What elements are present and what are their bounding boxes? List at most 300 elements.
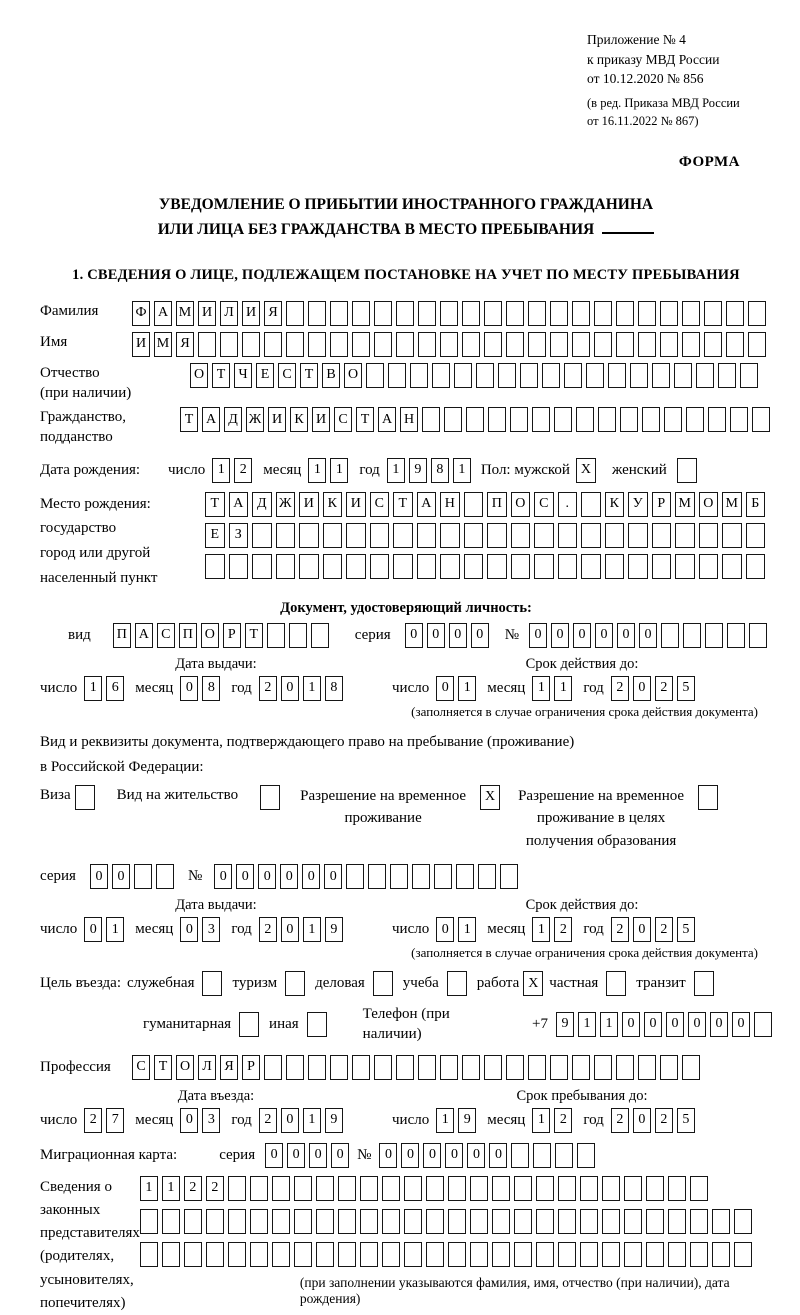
char-cell[interactable]: 1: [106, 917, 124, 942]
char-cell[interactable]: Р: [223, 623, 241, 648]
char-cell[interactable]: Т: [205, 492, 225, 517]
purpose-study-checkbox[interactable]: [447, 971, 467, 996]
char-cell[interactable]: [323, 523, 343, 548]
char-cell[interactable]: 2: [84, 1108, 102, 1133]
char-cell[interactable]: [652, 554, 672, 579]
char-cell[interactable]: [506, 1055, 524, 1080]
char-cell[interactable]: [660, 1055, 678, 1080]
char-cell[interactable]: 0: [84, 917, 102, 942]
year-cells[interactable]: [259, 676, 343, 701]
char-cell[interactable]: [572, 301, 590, 326]
char-cell[interactable]: А: [378, 407, 396, 432]
char-cell[interactable]: 0: [302, 864, 320, 889]
char-cell[interactable]: [642, 407, 660, 432]
char-cell[interactable]: [323, 554, 343, 579]
char-cell[interactable]: 1: [162, 1176, 180, 1201]
char-cell[interactable]: 0: [639, 623, 657, 648]
char-cell[interactable]: [708, 407, 726, 432]
birth-place-cells-row-1[interactable]: [205, 492, 765, 517]
char-cell[interactable]: 0: [281, 917, 299, 942]
char-cell[interactable]: [668, 1242, 686, 1267]
char-cell[interactable]: [605, 523, 625, 548]
char-cell[interactable]: [630, 363, 648, 388]
char-cell[interactable]: [308, 1055, 326, 1080]
char-cell[interactable]: [696, 363, 714, 388]
char-cell[interactable]: [624, 1176, 642, 1201]
char-cell[interactable]: [206, 1242, 224, 1267]
char-cell[interactable]: [229, 554, 249, 579]
char-cell[interactable]: [746, 554, 766, 579]
char-cell[interactable]: [206, 1209, 224, 1234]
residence-series-cells[interactable]: [90, 864, 174, 889]
year-cells[interactable]: [611, 917, 695, 942]
char-cell[interactable]: [276, 523, 296, 548]
char-cell[interactable]: 5: [677, 676, 695, 701]
char-cell[interactable]: [730, 407, 748, 432]
char-cell[interactable]: О: [176, 1055, 194, 1080]
char-cell[interactable]: [404, 1242, 422, 1267]
char-cell[interactable]: 5: [677, 917, 695, 942]
char-cell[interactable]: [749, 623, 767, 648]
char-cell[interactable]: [272, 1176, 290, 1201]
char-cell[interactable]: [382, 1209, 400, 1234]
char-cell[interactable]: Я: [264, 301, 282, 326]
char-cell[interactable]: [498, 363, 516, 388]
char-cell[interactable]: 0: [471, 623, 489, 648]
char-cell[interactable]: [726, 332, 744, 357]
char-cell[interactable]: [426, 1209, 444, 1234]
char-cell[interactable]: [675, 523, 695, 548]
doc-number-cells[interactable]: [529, 623, 767, 648]
char-cell[interactable]: [558, 1209, 576, 1234]
char-cell[interactable]: 6: [106, 676, 124, 701]
char-cell[interactable]: [586, 363, 604, 388]
day-cells[interactable]: [436, 1108, 476, 1133]
char-cell[interactable]: [699, 554, 719, 579]
char-cell[interactable]: И: [198, 301, 216, 326]
char-cell[interactable]: [492, 1209, 510, 1234]
char-cell[interactable]: 0: [281, 676, 299, 701]
char-cell[interactable]: [492, 1242, 510, 1267]
char-cell[interactable]: Л: [220, 301, 238, 326]
char-cell[interactable]: [577, 1143, 595, 1168]
char-cell[interactable]: 0: [633, 1108, 651, 1133]
char-cell[interactable]: [466, 407, 484, 432]
char-cell[interactable]: [638, 1055, 656, 1080]
char-cell[interactable]: [382, 1176, 400, 1201]
char-cell[interactable]: [520, 363, 538, 388]
char-cell[interactable]: [740, 363, 758, 388]
char-cell[interactable]: 3: [202, 917, 220, 942]
purpose-private-checkbox[interactable]: [606, 971, 626, 996]
char-cell[interactable]: [162, 1209, 180, 1234]
migration-number-cells[interactable]: [379, 1143, 595, 1168]
purpose-other-checkbox[interactable]: [307, 1012, 327, 1037]
purpose-humanitarian-checkbox[interactable]: [239, 1012, 259, 1037]
char-cell[interactable]: [205, 554, 225, 579]
day-cells[interactable]: [212, 458, 252, 483]
char-cell[interactable]: 3: [202, 1108, 220, 1133]
char-cell[interactable]: 0: [309, 1143, 327, 1168]
char-cell[interactable]: 2: [611, 1108, 629, 1133]
day-cells[interactable]: [84, 917, 124, 942]
char-cell[interactable]: А: [229, 492, 249, 517]
char-cell[interactable]: [404, 1209, 422, 1234]
char-cell[interactable]: [726, 301, 744, 326]
char-cell[interactable]: [156, 864, 174, 889]
char-cell[interactable]: 2: [655, 1108, 673, 1133]
char-cell[interactable]: [580, 1176, 598, 1201]
char-cell[interactable]: М: [154, 332, 172, 357]
char-cell[interactable]: 1: [303, 676, 321, 701]
residence-permit-checkbox[interactable]: [260, 785, 280, 810]
char-cell[interactable]: 0: [423, 1143, 441, 1168]
char-cell[interactable]: [664, 407, 682, 432]
char-cell[interactable]: 2: [259, 1108, 277, 1133]
char-cell[interactable]: [346, 554, 366, 579]
char-cell[interactable]: [476, 363, 494, 388]
char-cell[interactable]: [628, 523, 648, 548]
char-cell[interactable]: [390, 864, 408, 889]
char-cell[interactable]: 1: [458, 917, 476, 942]
char-cell[interactable]: [294, 1209, 312, 1234]
char-cell[interactable]: [462, 301, 480, 326]
char-cell[interactable]: [267, 623, 285, 648]
char-cell[interactable]: 0: [529, 623, 547, 648]
char-cell[interactable]: [506, 301, 524, 326]
char-cell[interactable]: [550, 332, 568, 357]
char-cell[interactable]: 0: [489, 1143, 507, 1168]
char-cell[interactable]: [338, 1242, 356, 1267]
char-cell[interactable]: [250, 1176, 268, 1201]
char-cell[interactable]: [558, 1176, 576, 1201]
char-cell[interactable]: 2: [234, 458, 252, 483]
char-cell[interactable]: [250, 1209, 268, 1234]
char-cell[interactable]: [534, 554, 554, 579]
char-cell[interactable]: [542, 363, 560, 388]
char-cell[interactable]: [448, 1242, 466, 1267]
char-cell[interactable]: [412, 864, 430, 889]
char-cell[interactable]: [418, 332, 436, 357]
char-cell[interactable]: [598, 407, 616, 432]
char-cell[interactable]: [374, 301, 392, 326]
char-cell[interactable]: [272, 1209, 290, 1234]
char-cell[interactable]: С: [534, 492, 554, 517]
char-cell[interactable]: [316, 1242, 334, 1267]
char-cell[interactable]: [638, 332, 656, 357]
char-cell[interactable]: 0: [436, 676, 454, 701]
residence-number-cells[interactable]: [214, 864, 518, 889]
char-cell[interactable]: [388, 363, 406, 388]
char-cell[interactable]: [605, 554, 625, 579]
char-cell[interactable]: 0: [180, 917, 198, 942]
char-cell[interactable]: [528, 1055, 546, 1080]
char-cell[interactable]: [511, 1143, 529, 1168]
char-cell[interactable]: [338, 1209, 356, 1234]
char-cell[interactable]: [514, 1209, 532, 1234]
char-cell[interactable]: 1: [532, 917, 550, 942]
char-cell[interactable]: [426, 1242, 444, 1267]
char-cell[interactable]: Н: [440, 492, 460, 517]
char-cell[interactable]: [370, 554, 390, 579]
char-cell[interactable]: 0: [427, 623, 445, 648]
char-cell[interactable]: [624, 1242, 642, 1267]
char-cell[interactable]: О: [190, 363, 208, 388]
char-cell[interactable]: [484, 301, 502, 326]
char-cell[interactable]: [594, 332, 612, 357]
char-cell[interactable]: 0: [710, 1012, 728, 1037]
char-cell[interactable]: 0: [112, 864, 130, 889]
char-cell[interactable]: [444, 407, 462, 432]
char-cell[interactable]: [616, 301, 634, 326]
char-cell[interactable]: [418, 301, 436, 326]
char-cell[interactable]: А: [202, 407, 220, 432]
char-cell[interactable]: [675, 554, 695, 579]
char-cell[interactable]: 2: [554, 1108, 572, 1133]
year-cells[interactable]: [387, 458, 471, 483]
char-cell[interactable]: [576, 407, 594, 432]
char-cell[interactable]: 1: [330, 458, 348, 483]
char-cell[interactable]: 2: [554, 917, 572, 942]
char-cell[interactable]: [528, 301, 546, 326]
char-cell[interactable]: [470, 1209, 488, 1234]
char-cell[interactable]: Л: [198, 1055, 216, 1080]
char-cell[interactable]: [286, 332, 304, 357]
char-cell[interactable]: [511, 523, 531, 548]
char-cell[interactable]: Т: [356, 407, 374, 432]
char-cell[interactable]: [289, 623, 307, 648]
char-cell[interactable]: С: [157, 623, 175, 648]
temp-residence-checkbox[interactable]: X: [480, 785, 500, 810]
profession-cells[interactable]: [132, 1055, 700, 1080]
month-cells[interactable]: [180, 1108, 220, 1133]
char-cell[interactable]: [752, 407, 770, 432]
sex-male-checkbox[interactable]: X: [576, 458, 596, 483]
char-cell[interactable]: [628, 554, 648, 579]
char-cell[interactable]: [652, 523, 672, 548]
char-cell[interactable]: П: [179, 623, 197, 648]
char-cell[interactable]: [534, 523, 554, 548]
char-cell[interactable]: С: [334, 407, 352, 432]
char-cell[interactable]: Е: [205, 523, 225, 548]
char-cell[interactable]: 0: [280, 864, 298, 889]
doc-series-cells[interactable]: [405, 623, 489, 648]
char-cell[interactable]: 1: [436, 1108, 454, 1133]
char-cell[interactable]: 1: [140, 1176, 158, 1201]
char-cell[interactable]: [276, 554, 296, 579]
char-cell[interactable]: [198, 332, 216, 357]
char-cell[interactable]: [396, 1055, 414, 1080]
char-cell[interactable]: 1: [554, 676, 572, 701]
char-cell[interactable]: И: [312, 407, 330, 432]
char-cell[interactable]: [368, 864, 386, 889]
char-cell[interactable]: 2: [259, 676, 277, 701]
char-cell[interactable]: [492, 1176, 510, 1201]
char-cell[interactable]: [558, 1242, 576, 1267]
char-cell[interactable]: Е: [256, 363, 274, 388]
purpose-official-checkbox[interactable]: [202, 971, 222, 996]
char-cell[interactable]: [464, 523, 484, 548]
char-cell[interactable]: [393, 523, 413, 548]
char-cell[interactable]: У: [628, 492, 648, 517]
char-cell[interactable]: 0: [436, 917, 454, 942]
char-cell[interactable]: 0: [445, 1143, 463, 1168]
char-cell[interactable]: [352, 332, 370, 357]
char-cell[interactable]: 1: [303, 1108, 321, 1133]
char-cell[interactable]: [602, 1176, 620, 1201]
char-cell[interactable]: 0: [732, 1012, 750, 1037]
day-cells[interactable]: [436, 676, 476, 701]
char-cell[interactable]: [440, 332, 458, 357]
char-cell[interactable]: [440, 301, 458, 326]
char-cell[interactable]: [487, 523, 507, 548]
char-cell[interactable]: [652, 363, 670, 388]
char-cell[interactable]: 2: [655, 917, 673, 942]
char-cell[interactable]: [418, 1055, 436, 1080]
char-cell[interactable]: [616, 1055, 634, 1080]
char-cell[interactable]: Я: [176, 332, 194, 357]
char-cell[interactable]: [580, 1209, 598, 1234]
char-cell[interactable]: С: [370, 492, 390, 517]
char-cell[interactable]: [250, 1242, 268, 1267]
char-cell[interactable]: [370, 523, 390, 548]
char-cell[interactable]: [550, 301, 568, 326]
char-cell[interactable]: Д: [252, 492, 272, 517]
char-cell[interactable]: 1: [453, 458, 471, 483]
char-cell[interactable]: Т: [154, 1055, 172, 1080]
char-cell[interactable]: [417, 523, 437, 548]
char-cell[interactable]: 0: [401, 1143, 419, 1168]
char-cell[interactable]: [440, 1055, 458, 1080]
char-cell[interactable]: [454, 363, 472, 388]
char-cell[interactable]: [624, 1209, 642, 1234]
citizenship-cells[interactable]: [180, 407, 770, 432]
char-cell[interactable]: 0: [595, 623, 613, 648]
char-cell[interactable]: А: [135, 623, 153, 648]
char-cell[interactable]: [704, 332, 722, 357]
char-cell[interactable]: 0: [633, 917, 651, 942]
char-cell[interactable]: [572, 332, 590, 357]
char-cell[interactable]: 7: [106, 1108, 124, 1133]
char-cell[interactable]: 0: [180, 1108, 198, 1133]
char-cell[interactable]: [272, 1242, 290, 1267]
char-cell[interactable]: Т: [393, 492, 413, 517]
char-cell[interactable]: 0: [617, 623, 635, 648]
char-cell[interactable]: [722, 523, 742, 548]
char-cell[interactable]: [581, 523, 601, 548]
char-cell[interactable]: Р: [652, 492, 672, 517]
char-cell[interactable]: [242, 332, 260, 357]
char-cell[interactable]: [487, 554, 507, 579]
char-cell[interactable]: [330, 332, 348, 357]
purpose-business-checkbox[interactable]: [373, 971, 393, 996]
char-cell[interactable]: [410, 363, 428, 388]
char-cell[interactable]: 1: [532, 1108, 550, 1133]
char-cell[interactable]: [722, 554, 742, 579]
char-cell[interactable]: [514, 1242, 532, 1267]
char-cell[interactable]: [506, 332, 524, 357]
char-cell[interactable]: 1: [600, 1012, 618, 1037]
char-cell[interactable]: [558, 554, 578, 579]
char-cell[interactable]: [712, 1209, 730, 1234]
char-cell[interactable]: [440, 523, 460, 548]
char-cell[interactable]: [682, 332, 700, 357]
char-cell[interactable]: [500, 864, 518, 889]
char-cell[interactable]: И: [299, 492, 319, 517]
char-cell[interactable]: 2: [206, 1176, 224, 1201]
char-cell[interactable]: [338, 1176, 356, 1201]
doc-kind-cells[interactable]: [113, 623, 329, 648]
char-cell[interactable]: 0: [236, 864, 254, 889]
char-cell[interactable]: [646, 1242, 664, 1267]
day-cells[interactable]: [84, 1108, 124, 1133]
char-cell[interactable]: [346, 523, 366, 548]
char-cell[interactable]: [228, 1209, 246, 1234]
char-cell[interactable]: [674, 363, 692, 388]
char-cell[interactable]: [734, 1242, 752, 1267]
char-cell[interactable]: [718, 363, 736, 388]
char-cell[interactable]: О: [344, 363, 362, 388]
char-cell[interactable]: 0: [467, 1143, 485, 1168]
char-cell[interactable]: [360, 1242, 378, 1267]
char-cell[interactable]: 0: [324, 864, 342, 889]
purpose-tourism-checkbox[interactable]: [285, 971, 305, 996]
char-cell[interactable]: 0: [281, 1108, 299, 1133]
phone-cells[interactable]: [556, 1012, 772, 1037]
char-cell[interactable]: [754, 1012, 772, 1037]
year-cells[interactable]: [611, 1108, 695, 1133]
char-cell[interactable]: Ж: [246, 407, 264, 432]
char-cell[interactable]: [228, 1176, 246, 1201]
char-cell[interactable]: [140, 1209, 158, 1234]
char-cell[interactable]: [330, 1055, 348, 1080]
char-cell[interactable]: 0: [180, 676, 198, 701]
char-cell[interactable]: С: [132, 1055, 150, 1080]
char-cell[interactable]: [286, 301, 304, 326]
char-cell[interactable]: [478, 864, 496, 889]
char-cell[interactable]: [536, 1242, 554, 1267]
char-cell[interactable]: [555, 1143, 573, 1168]
month-cells[interactable]: [532, 676, 572, 701]
char-cell[interactable]: 2: [611, 676, 629, 701]
patronymic-cells[interactable]: [190, 363, 758, 388]
char-cell[interactable]: [228, 1242, 246, 1267]
name-cells[interactable]: [132, 332, 766, 357]
char-cell[interactable]: И: [346, 492, 366, 517]
char-cell[interactable]: [661, 623, 679, 648]
char-cell[interactable]: [484, 332, 502, 357]
char-cell[interactable]: [682, 301, 700, 326]
char-cell[interactable]: И: [242, 301, 260, 326]
purpose-work-checkbox[interactable]: X: [523, 971, 543, 996]
char-cell[interactable]: [608, 363, 626, 388]
char-cell[interactable]: 8: [325, 676, 343, 701]
char-cell[interactable]: [417, 554, 437, 579]
char-cell[interactable]: 5: [677, 1108, 695, 1133]
char-cell[interactable]: 1: [458, 676, 476, 701]
year-cells[interactable]: [611, 676, 695, 701]
char-cell[interactable]: [683, 623, 701, 648]
char-cell[interactable]: [184, 1242, 202, 1267]
char-cell[interactable]: 0: [379, 1143, 397, 1168]
char-cell[interactable]: [705, 623, 723, 648]
char-cell[interactable]: 9: [325, 1108, 343, 1133]
char-cell[interactable]: 9: [409, 458, 427, 483]
char-cell[interactable]: Т: [212, 363, 230, 388]
char-cell[interactable]: И: [132, 332, 150, 357]
char-cell[interactable]: [511, 554, 531, 579]
char-cell[interactable]: М: [722, 492, 742, 517]
